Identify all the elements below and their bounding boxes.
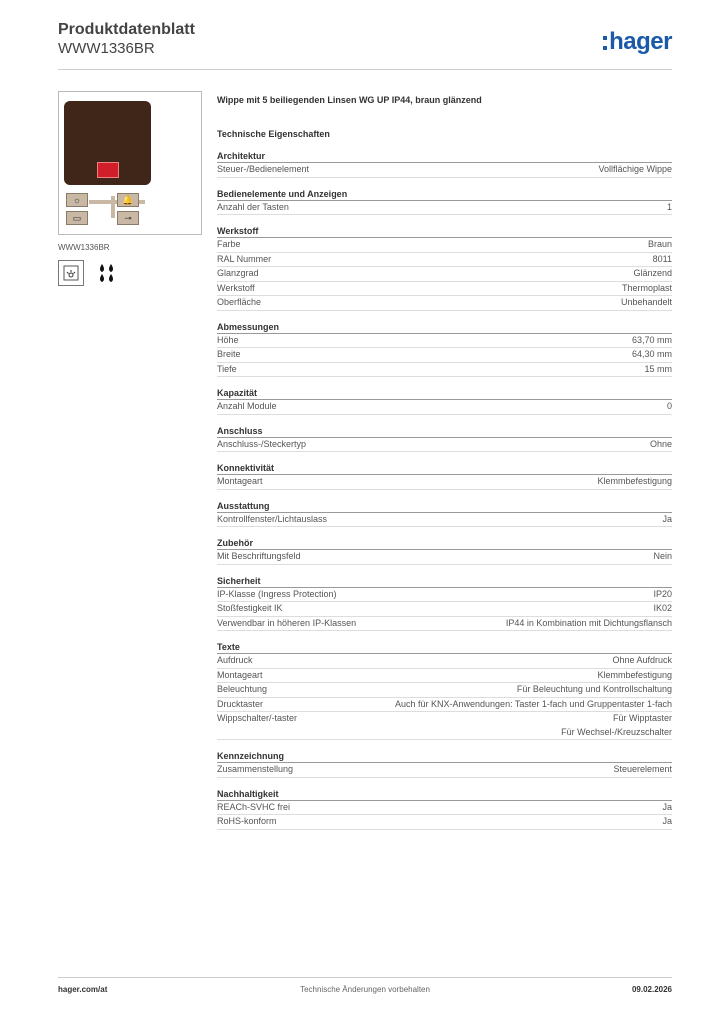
spec-value-line: Ja xyxy=(662,801,672,812)
spec-row xyxy=(217,602,672,617)
specifications xyxy=(217,95,672,830)
article-number: WWW1336BR xyxy=(58,40,155,57)
spec-row xyxy=(217,550,672,565)
spec-label: Kontrollfenster/Lichtauslass xyxy=(217,513,328,524)
spec-section xyxy=(217,462,672,490)
spec-row xyxy=(217,815,672,830)
spec-label: Anzahl der Tasten xyxy=(217,201,289,212)
spec-label: Zusammenstellung xyxy=(217,764,294,774)
key-lens-icon: ⊸ xyxy=(117,211,139,225)
logo-text: hager xyxy=(609,28,672,55)
tech-heading: Technische Eigenschaften xyxy=(217,129,330,139)
spec-value xyxy=(650,438,672,452)
spec-value-line: Ohne xyxy=(649,438,672,449)
spec-value xyxy=(621,296,672,310)
spec-value xyxy=(622,282,672,296)
spec-label: Beleuchtung xyxy=(217,684,268,694)
spec-value-line: Glänzend xyxy=(633,268,672,278)
spec-row xyxy=(217,296,672,311)
image-caption: WWW1336BR xyxy=(58,243,110,252)
spec-value-line: Klemmbefestigung xyxy=(597,476,672,486)
spec-label: Steuer-/Bedienelement xyxy=(217,164,310,174)
section-title: Sicherheit xyxy=(217,575,672,588)
spec-value-line: Vollflächige Wippe xyxy=(598,164,672,174)
section-title: Architektur xyxy=(217,150,672,163)
document-header xyxy=(58,20,195,58)
connector-line xyxy=(111,196,115,218)
spec-row xyxy=(217,282,672,297)
spec-value-line: Für Wechsel-/Kreuzschalter xyxy=(561,726,672,737)
section-title: Kennzeichnung xyxy=(217,750,672,763)
spec-value xyxy=(633,267,672,281)
indoor-light-icon xyxy=(58,260,84,286)
bell-lens-icon: 🔔 xyxy=(117,193,139,207)
header-divider xyxy=(58,69,672,70)
section-title: Werkstoff xyxy=(217,225,672,238)
spec-label: Höhe xyxy=(217,334,239,345)
red-lens-icon xyxy=(97,162,119,178)
spec-value-line: 8011 xyxy=(652,253,672,264)
spec-row xyxy=(217,400,672,415)
spec-value xyxy=(667,201,672,215)
logo-dots-icon xyxy=(603,30,608,50)
spec-row xyxy=(217,763,672,778)
certification-badges xyxy=(58,260,202,286)
spec-value-line: Für Wipptaster xyxy=(612,713,672,723)
spec-row xyxy=(217,475,672,490)
spec-value-line: Ja xyxy=(662,513,672,524)
spec-row xyxy=(217,267,672,282)
section-title: Ausstattung xyxy=(217,500,672,513)
spec-value xyxy=(662,513,672,527)
spec-value xyxy=(395,698,672,712)
spec-row xyxy=(217,363,672,378)
spec-row xyxy=(217,801,672,816)
spec-value-line: Ohne Aufdruck xyxy=(612,655,672,665)
spec-value-line: 0 xyxy=(666,401,672,411)
spec-value xyxy=(506,617,672,631)
spec-value xyxy=(662,815,672,829)
spec-row xyxy=(217,163,672,178)
product-description: Wippe mit 5 beiliegenden Linsen WG UP IP44, braun glänzend xyxy=(217,95,482,105)
spec-value-line: Braun xyxy=(647,239,672,249)
spec-value xyxy=(612,654,672,668)
spec-value xyxy=(597,669,672,683)
spec-label: Mit Beschriftungsfeld xyxy=(217,551,301,561)
spec-section xyxy=(217,150,672,178)
product-panel xyxy=(58,91,202,286)
water-drops-icon xyxy=(94,260,120,286)
spec-row xyxy=(217,698,672,713)
spec-value xyxy=(517,683,672,697)
spec-value xyxy=(613,763,672,777)
page-title: Produktdatenblatt xyxy=(58,21,195,38)
spec-row xyxy=(217,654,672,669)
blank-lens-icon: ▭ xyxy=(66,211,88,225)
hager-logo[interactable] xyxy=(603,30,672,54)
spec-label: Verwendbar in höheren IP-Klassen xyxy=(217,617,357,628)
spec-label: Wippschalter/-taster xyxy=(217,713,298,723)
spec-value-line: 1 xyxy=(666,201,672,212)
spec-section xyxy=(217,537,672,565)
spec-row xyxy=(217,238,672,253)
spec-value-line: IK02 xyxy=(653,603,672,613)
spec-label: RAL Nummer xyxy=(217,253,272,264)
spec-sections xyxy=(217,150,672,830)
spec-label: Montageart xyxy=(217,669,263,680)
spec-row xyxy=(217,253,672,268)
spec-label: Montageart xyxy=(217,476,263,486)
rocker-switch-illustration xyxy=(64,101,151,185)
spec-section xyxy=(217,788,672,830)
spec-section xyxy=(217,575,672,632)
spec-value-line: Unbehandelt xyxy=(620,297,672,307)
spec-label: IP-Klasse (Ingress Protection) xyxy=(217,588,337,599)
section-title: Bedienelemente und Anzeigen xyxy=(217,188,672,201)
spec-section xyxy=(217,188,672,216)
spec-section xyxy=(217,387,672,415)
footer-disclaimer: Technische Änderungen vorbehalten xyxy=(300,985,430,994)
spec-row xyxy=(217,712,672,740)
spec-row xyxy=(217,588,672,603)
spec-label: Drucktaster xyxy=(217,698,264,709)
spec-row xyxy=(217,683,672,698)
spec-label: REACh-SVHC frei xyxy=(217,801,291,812)
spec-row xyxy=(217,669,672,684)
spec-section xyxy=(217,750,672,778)
spec-section xyxy=(217,321,672,378)
spec-row xyxy=(217,617,672,632)
section-title: Nachhaltigkeit xyxy=(217,788,672,801)
sun-lens-icon: ☼ xyxy=(66,193,88,207)
section-title: Abmessungen xyxy=(217,321,672,334)
spec-label: Anschluss-/Steckertyp xyxy=(217,438,307,449)
spec-value xyxy=(653,550,672,564)
spec-value xyxy=(598,163,672,177)
spec-label: Farbe xyxy=(217,239,241,249)
footer-date: 09.02.2026 xyxy=(631,985,672,994)
spec-value xyxy=(653,588,672,602)
spec-label: Oberfläche xyxy=(217,297,262,307)
spec-label: Stoßfestigkeit IK xyxy=(217,603,283,613)
spec-row xyxy=(217,348,672,363)
spec-value xyxy=(597,475,672,489)
spec-label: Werkstoff xyxy=(217,282,255,293)
footer-website-link[interactable]: hager.com/at xyxy=(58,985,108,994)
spec-value-line: Steuerelement xyxy=(613,764,672,774)
spec-value xyxy=(632,334,672,348)
spec-value-line: 63,70 mm xyxy=(631,334,672,345)
spec-label: Aufdruck xyxy=(217,655,253,665)
spec-label: Tiefe xyxy=(217,363,237,374)
spec-value xyxy=(662,801,672,815)
spec-value xyxy=(653,602,672,616)
spec-value xyxy=(667,400,672,414)
spec-value-line: Ja xyxy=(662,816,672,826)
spec-value-line: Für Beleuchtung und Kontrollschaltung xyxy=(516,684,672,694)
spec-section xyxy=(217,225,672,311)
spec-value xyxy=(648,238,672,252)
spec-label: Glanzgrad xyxy=(217,268,259,278)
section-title: Kapazität xyxy=(217,387,672,400)
spec-row xyxy=(217,438,672,453)
spec-value xyxy=(632,348,672,362)
spec-value-line: Auch für KNX-Anwendungen: Taster 1-fach und Gruppentaster 1-fach xyxy=(395,698,672,709)
spec-row xyxy=(217,201,672,216)
spec-value-line: 64,30 mm xyxy=(631,349,672,359)
spec-value-line: 15 mm xyxy=(644,363,672,374)
spec-section xyxy=(217,500,672,528)
spec-value xyxy=(561,712,672,739)
spec-label: Anzahl Module xyxy=(217,401,277,411)
section-title: Texte xyxy=(217,641,672,654)
product-image xyxy=(58,91,202,235)
spec-value-line: Nein xyxy=(653,551,672,561)
spec-row xyxy=(217,513,672,528)
footer-divider xyxy=(58,977,672,978)
section-title: Anschluss xyxy=(217,425,672,438)
spec-label: RoHS-konform xyxy=(217,816,277,826)
spec-value-line: Klemmbefestigung xyxy=(597,669,672,680)
spec-row xyxy=(217,334,672,349)
spec-value-line: IP44 in Kombination mit Dichtungsflansch xyxy=(505,617,672,628)
spec-label: Breite xyxy=(217,349,241,359)
section-title: Zubehör xyxy=(217,537,672,550)
page-footer xyxy=(58,985,672,997)
spec-value xyxy=(653,253,672,267)
spec-value-line: Thermoplast xyxy=(621,282,672,293)
spec-section xyxy=(217,641,672,740)
spec-value-line: IP20 xyxy=(653,588,672,599)
spec-value xyxy=(644,363,672,377)
spec-section xyxy=(217,425,672,453)
section-title: Konnektivität xyxy=(217,462,672,475)
